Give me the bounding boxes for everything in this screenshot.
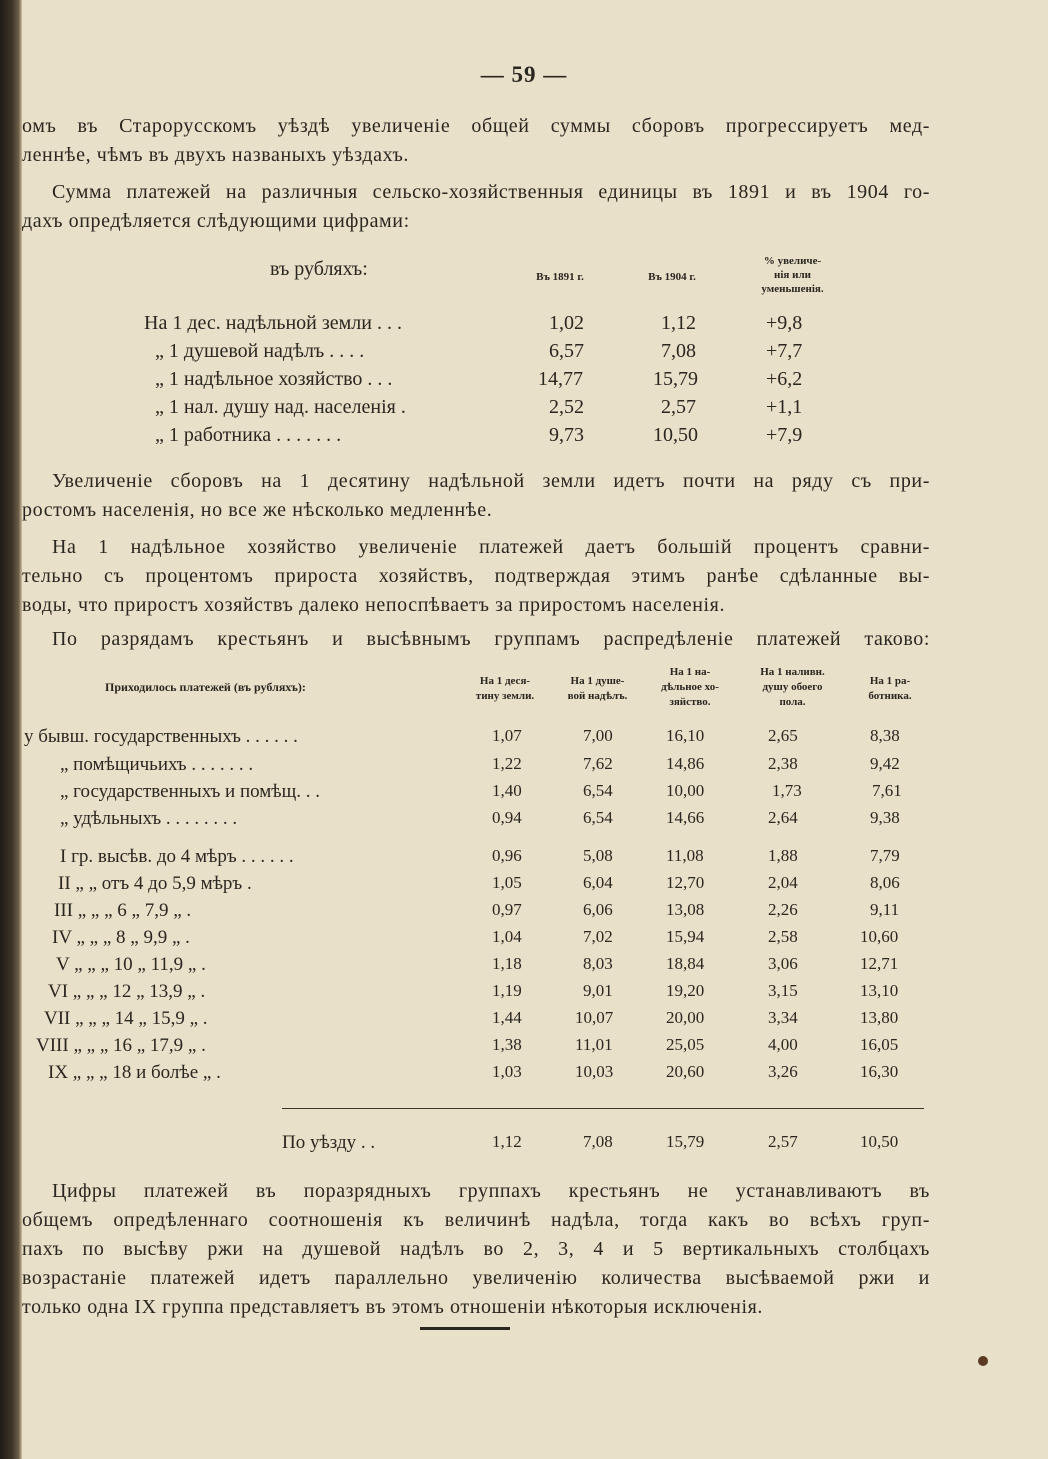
column-header: На 1 душе- вой надѣлъ.	[567, 675, 628, 702]
text-line: дахъ опредѣляется слѣдующими цифрами:	[22, 210, 410, 232]
cell-value: 2,58	[768, 927, 798, 946]
table-row	[0, 1035, 1048, 1061]
cell-value: 3,15	[768, 981, 798, 1000]
row-label: VIII „ „ „ 16 „ 17,9 „ .	[36, 1035, 206, 1056]
row-label: I гр. высѣв. до 4 мѣръ . . . . . .	[60, 846, 294, 867]
cell-value: 1,73	[772, 781, 802, 800]
text-line: По разрядамъ крестьянъ и высѣвнымъ группамъ распредѣленіе платежей таково:	[52, 628, 930, 650]
cell-value: 7,00	[583, 726, 613, 745]
cell-value: 1,04	[492, 927, 522, 946]
cell-value: 2,04	[768, 873, 798, 892]
cell-value: 15,94	[666, 927, 705, 946]
paragraph-household	[22, 533, 930, 620]
text-line: Сумма платежей на различныя сельско-хозяйственныя единицы въ 1891 и въ 1904 го-	[52, 181, 930, 203]
cell-value: 7,79	[870, 846, 900, 865]
cell-value: 6,04	[583, 873, 613, 892]
text-line: только одна IX группа представляетъ въ этомъ отношеніи нѣкоторыя исключенія.	[22, 1296, 764, 1318]
value-1891: 9,73	[549, 424, 584, 446]
table-row	[0, 873, 1048, 899]
cell-value: 1,12	[492, 1132, 522, 1151]
cell-value: 7,02	[583, 927, 613, 946]
cell-value: 10,03	[575, 1062, 614, 1081]
table-row	[0, 981, 1048, 1007]
cell-value: 8,38	[870, 726, 900, 745]
text-line: ростомъ населенія, но все же нѣсколько медленнѣе.	[22, 499, 493, 521]
cell-value: 16,10	[666, 726, 705, 745]
cell-value: 25,05	[666, 1035, 705, 1054]
text-line: общемъ опредѣленнаго соотношенія къ величинѣ надѣла, тогда какъ во всѣхъ груп-	[22, 1209, 930, 1231]
cell-value: 3,34	[768, 1008, 798, 1027]
row-label: „ 1 надѣльное хозяйство . . .	[155, 368, 393, 390]
table-row	[0, 781, 1048, 807]
page-number: — 59 —	[480, 62, 568, 87]
cell-value: 20,00	[666, 1008, 705, 1027]
value-1904: 10,50	[653, 424, 698, 446]
value-percent: +7,7	[766, 340, 803, 362]
cell-value: 1,19	[492, 981, 522, 1000]
row-label: „ государственныхъ и помѣщ. . .	[60, 781, 320, 802]
value-1904: 2,57	[661, 396, 696, 418]
cell-value: 7,62	[583, 754, 613, 773]
cell-value: 1,22	[492, 754, 522, 773]
table-row	[0, 424, 1048, 452]
paragraph-increase	[22, 467, 930, 525]
cell-value: 1,88	[768, 846, 798, 865]
cell-value: 9,42	[870, 754, 900, 773]
table-row-total	[0, 1132, 1048, 1158]
value-percent: +1,1	[766, 396, 803, 418]
column-header-1891: Въ 1891 г.	[536, 271, 584, 283]
cell-value: 10,00	[666, 781, 705, 800]
end-of-section-rule	[420, 1327, 510, 1330]
row-label: „ 1 душевой надѣлъ . . . .	[155, 340, 365, 362]
cell-value: 2,64	[768, 808, 798, 827]
row-label: „ 1 работника . . . . . . .	[155, 424, 342, 446]
cell-value: 4,00	[768, 1035, 798, 1054]
cell-value: 9,11	[870, 900, 900, 919]
table-row	[0, 846, 1048, 872]
column-header: На 1 деся- тину земли.	[475, 675, 535, 702]
text-line: На 1 надѣльное хозяйство увеличеніе платежей даетъ большій процентъ сравни-	[52, 536, 930, 558]
row-label: IV „ „ „ 8 „ 9,9 „ .	[52, 927, 190, 948]
row-label: II „ „ отъ 4 до 5,9 мѣръ .	[58, 873, 252, 894]
table-row	[0, 312, 1048, 340]
cell-value: 3,26	[768, 1062, 798, 1081]
table-row	[0, 954, 1048, 980]
cell-value: 6,54	[583, 808, 613, 827]
cell-value: 1,03	[492, 1062, 522, 1081]
cell-value: 10,07	[575, 1008, 614, 1027]
cell-value: 18,84	[666, 954, 705, 973]
value-1891: 1,02	[549, 312, 584, 334]
text-line: воды, что приростъ хозяйствъ далеко непоспѣваетъ за приростомъ населенія.	[22, 594, 726, 616]
cell-value: 11,08	[666, 846, 704, 865]
cell-value: 12,71	[860, 954, 899, 973]
row-label: V „ „ „ 10 „ 11,9 „ .	[56, 954, 206, 975]
table-unit-label: въ рубляхъ:	[270, 258, 368, 280]
cell-value: 1,05	[492, 873, 522, 892]
row-label: у бывш. государственныхъ . . . . . .	[24, 726, 298, 747]
value-1904: 7,08	[661, 340, 696, 362]
cell-value: 1,18	[492, 954, 522, 973]
cell-value: 15,79	[666, 1132, 705, 1151]
column-header: На 1 наливн. душу обоего пола.	[760, 666, 825, 708]
table-row	[0, 340, 1048, 368]
text-line: тельно съ процентомъ прироста хозяйствъ, подтверждая этимъ ранѣе сдѣланные вы-	[22, 565, 930, 587]
cell-value: 16,05	[860, 1035, 899, 1054]
row-label: VII „ „ „ 14 „ 15,9 „ .	[44, 1008, 208, 1029]
paragraph-conclusion	[22, 1177, 930, 1322]
cell-value: 7,61	[872, 781, 902, 800]
text-line: пахъ по высѣву ржи на душевой надѣлъ во 2, 3, 4 и 5 вертикальныхъ столбцахъ	[22, 1238, 930, 1260]
row-label: „ 1 нал. душу над. населенія .	[155, 396, 406, 418]
ink-smudge	[978, 1356, 988, 1366]
cell-value: 10,50	[860, 1132, 899, 1151]
cell-value: 6,06	[583, 900, 613, 919]
cell-value: 10,60	[860, 927, 899, 946]
cell-value: 8,03	[583, 954, 613, 973]
cell-value: 13,80	[860, 1008, 899, 1027]
value-percent: +7,9	[766, 424, 803, 446]
cell-value: 1,40	[492, 781, 522, 800]
cell-value: 12,70	[666, 873, 705, 892]
row-label: III „ „ „ 6 „ 7,9 „ .	[54, 900, 192, 921]
column-header-percent: % увеличе- нія или уменьшенія.	[761, 255, 824, 295]
table-row	[0, 1008, 1048, 1034]
total-divider	[282, 1108, 924, 1109]
cell-value: 2,26	[768, 900, 798, 919]
cell-value: 3,06	[768, 954, 798, 973]
table-row	[0, 368, 1048, 396]
cell-value: 2,65	[768, 726, 798, 745]
cell-value: 13,08	[666, 900, 705, 919]
row-label: IX „ „ „ 18 и болѣе „ .	[48, 1062, 221, 1083]
table-row	[0, 808, 1048, 834]
cell-value: 0,96	[492, 846, 522, 865]
cell-value: 2,38	[768, 754, 798, 773]
value-percent: +9,8	[766, 312, 803, 334]
table-row	[0, 927, 1048, 953]
cell-value: 14,86	[666, 754, 705, 773]
row-label: „ помѣщичьихъ . . . . . . .	[60, 754, 254, 775]
cell-value: 1,44	[492, 1008, 522, 1027]
cell-value: 20,60	[666, 1062, 705, 1081]
cell-value: 7,08	[583, 1132, 613, 1151]
cell-value: 5,08	[583, 846, 613, 865]
column-header-1904: Въ 1904 г.	[648, 271, 696, 283]
table-row	[0, 1062, 1048, 1088]
cell-value: 1,07	[492, 726, 522, 745]
cell-value: 13,10	[860, 981, 899, 1000]
row-label: „ удѣльныхъ . . . . . . . .	[60, 808, 238, 829]
text-line: омъ въ Старорусскомъ уѣздѣ увеличеніе общей суммы сборовъ прогрессируетъ мед-	[22, 115, 930, 137]
cell-value: 8,06	[870, 873, 900, 892]
cell-value: 16,30	[860, 1062, 899, 1081]
value-1891: 2,52	[549, 396, 584, 418]
value-1904: 15,79	[653, 368, 698, 390]
table-caption: Приходилось платежей (въ рубляхъ):	[105, 680, 306, 694]
paragraph-sums	[22, 178, 930, 236]
value-1904: 1,12	[661, 312, 696, 334]
row-label: VI „ „ „ 12 „ 13,9 „ .	[48, 981, 206, 1002]
cell-value: 0,97	[492, 900, 522, 919]
row-label: По уѣзду . .	[282, 1132, 376, 1153]
table-row	[0, 396, 1048, 424]
table-row	[0, 900, 1048, 926]
cell-value: 11,01	[575, 1035, 613, 1054]
table-row	[0, 726, 1048, 752]
text-line: Увеличеніе сборовъ на 1 десятину надѣльной земли идетъ почти на ряду съ при-	[52, 470, 930, 492]
row-label: На 1 дес. надѣльной земли . . .	[144, 312, 402, 334]
column-header: На 1 ра- ботника.	[868, 675, 912, 702]
paragraph-distribution	[22, 625, 930, 654]
cell-value: 0,94	[492, 808, 522, 827]
cell-value: 9,38	[870, 808, 900, 827]
value-1891: 6,57	[549, 340, 584, 362]
intro-paragraph	[22, 112, 930, 170]
column-header: На 1 на- дѣльное хо- зяйство.	[661, 666, 719, 708]
value-1891: 14,77	[538, 368, 583, 390]
cell-value: 1,38	[492, 1035, 522, 1054]
cell-value: 19,20	[666, 981, 705, 1000]
text-line: Цифры платежей въ поразрядныхъ группахъ крестьянъ не устанавливаютъ въ	[52, 1180, 930, 1202]
cell-value: 6,54	[583, 781, 613, 800]
text-line: возрастаніе платежей идетъ параллельно увеличенію количества высѣваемой ржи и	[22, 1267, 930, 1289]
cell-value: 9,01	[583, 981, 613, 1000]
table-row	[0, 754, 1048, 780]
cell-value: 14,66	[666, 808, 705, 827]
cell-value: 2,57	[768, 1132, 798, 1151]
value-percent: +6,2	[766, 368, 803, 390]
text-line: леннѣе, чѣмъ въ двухъ названыхъ уѣздахъ.	[22, 144, 410, 166]
